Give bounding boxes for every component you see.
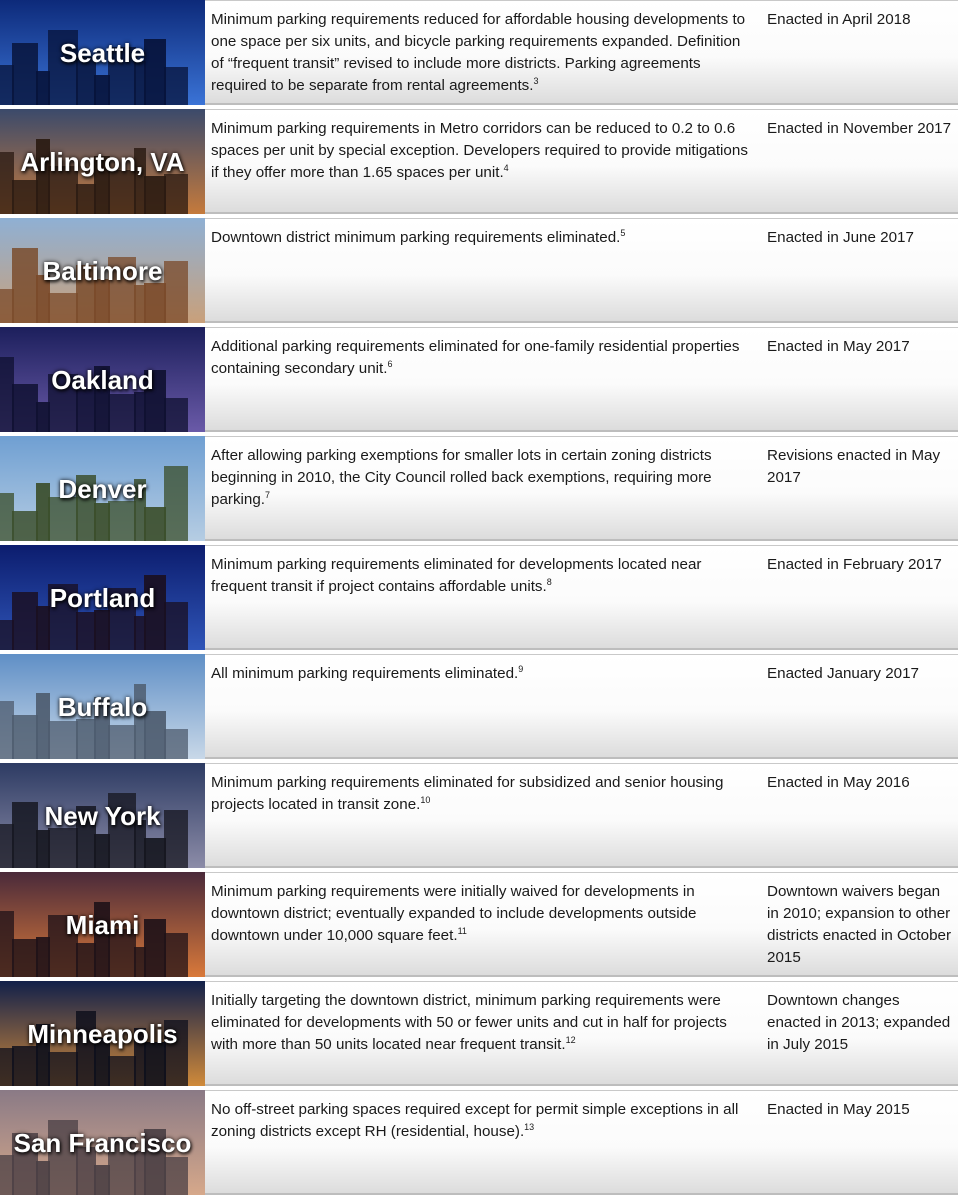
skyline-building bbox=[12, 248, 38, 323]
description-text: After allowing parking exemptions for smaller lots in certain zoning districts beginning in 2010, the City Council rolled back exemptions, requiring more parking. bbox=[211, 447, 712, 508]
skyline-building bbox=[164, 933, 188, 977]
description-text: Additional parking requirements eliminated for one-family residential properties containing secondary unit. bbox=[211, 338, 740, 377]
skyline-building bbox=[76, 612, 96, 650]
skyline-building bbox=[76, 184, 96, 214]
policy-description bbox=[205, 110, 762, 212]
footnote-marker: 4 bbox=[503, 162, 509, 173]
city-name: Denver bbox=[58, 473, 147, 504]
skyline-building bbox=[164, 261, 188, 323]
table-row bbox=[0, 981, 958, 1086]
skyline-building bbox=[12, 384, 38, 432]
footnote-marker: 11 bbox=[457, 925, 467, 936]
row-text-cell bbox=[205, 545, 958, 650]
skyline-building bbox=[12, 1046, 38, 1086]
skyline-building bbox=[48, 1052, 78, 1086]
table-row bbox=[0, 872, 958, 977]
skyline-building bbox=[76, 943, 96, 977]
skyline-building bbox=[12, 511, 38, 541]
enactment-status: Enacted in June 2017 bbox=[767, 229, 914, 246]
skyline-building bbox=[12, 180, 38, 214]
table-row bbox=[0, 545, 958, 650]
row-text-cell bbox=[205, 0, 958, 105]
city-name: Portland bbox=[49, 582, 156, 613]
description-text: All minimum parking requirements eliminated. bbox=[211, 665, 519, 682]
skyline-building bbox=[164, 466, 188, 541]
skyline-building bbox=[164, 729, 188, 759]
city-photo bbox=[0, 654, 205, 759]
skyline-building bbox=[12, 43, 38, 105]
skyline-building bbox=[164, 174, 188, 214]
city-name: San Francisco bbox=[13, 1127, 192, 1158]
city-name: Arlington, VA bbox=[20, 146, 185, 177]
city-photo bbox=[0, 109, 205, 214]
description-text: Initially targeting the downtown district, minimum parking requirements were eliminated for developments with 50 or fewer units and cut in half for projects with more than 50 units located near frequent transit. bbox=[211, 992, 727, 1053]
skyline-building bbox=[12, 715, 38, 759]
policy-description bbox=[205, 546, 762, 648]
row-text-cell bbox=[205, 436, 958, 541]
enactment-status: Enacted January 2017 bbox=[767, 665, 919, 682]
footnote-marker: 6 bbox=[387, 358, 393, 369]
city-name: New York bbox=[44, 800, 161, 831]
skyline-building bbox=[164, 398, 188, 432]
footnote-marker: 13 bbox=[524, 1121, 535, 1132]
table-row bbox=[0, 0, 958, 105]
row-text-cell bbox=[205, 763, 958, 868]
skyline-building bbox=[76, 719, 96, 759]
policy-description bbox=[205, 764, 762, 866]
footnote-marker: 3 bbox=[533, 75, 539, 86]
policy-description bbox=[205, 655, 762, 757]
policy-description bbox=[205, 328, 762, 430]
skyline-building bbox=[164, 602, 188, 650]
policy-description bbox=[205, 873, 762, 975]
table-row bbox=[0, 109, 958, 214]
skyline-building bbox=[164, 67, 188, 105]
skyline-building bbox=[12, 802, 38, 868]
row-text-cell bbox=[205, 218, 958, 323]
enactment-status: Enacted in April 2018 bbox=[767, 11, 911, 28]
city-photo bbox=[0, 218, 205, 323]
policy-description bbox=[205, 1, 762, 103]
city-photo bbox=[0, 0, 205, 105]
skyline-building bbox=[144, 283, 166, 323]
table-row bbox=[0, 436, 958, 541]
description-text: Minimum parking requirements eliminated for subsidized and senior housing projects located in transit zone. bbox=[211, 774, 724, 813]
skyline-building bbox=[108, 394, 136, 432]
city-photo bbox=[0, 545, 205, 650]
enactment-status: Revisions enacted in May 2017 bbox=[767, 447, 941, 486]
table-row bbox=[0, 218, 958, 323]
city-photo bbox=[0, 436, 205, 541]
table-row bbox=[0, 654, 958, 759]
city-name: Baltimore bbox=[42, 255, 163, 286]
enactment-status: Downtown changes enacted in 2013; expanded in July 2015 bbox=[767, 992, 951, 1053]
city-photo bbox=[0, 763, 205, 868]
description-text: Minimum parking requirements were initially waived for developments in downtown district; eventually expanded to include developments outside downtown under 10,000 square feet. bbox=[211, 883, 697, 944]
table-row bbox=[0, 1090, 958, 1195]
row-text-cell bbox=[205, 981, 958, 1086]
footnote-marker: 10 bbox=[420, 794, 431, 805]
footnote-marker: 12 bbox=[565, 1034, 576, 1045]
city-name: Minneapolis bbox=[27, 1018, 178, 1049]
skyline-building bbox=[108, 501, 136, 541]
row-text-cell bbox=[205, 1090, 958, 1195]
city-photo bbox=[0, 981, 205, 1086]
skyline-building bbox=[12, 939, 38, 977]
description-text: Minimum parking requirements reduced for affordable housing developments to one space per six units, and bicycle parking requirements expanded. Definition of “frequent transit” revised to include more districts. Parking agreements required to be separate from rental agreements. bbox=[211, 11, 746, 94]
city-name: Buffalo bbox=[57, 691, 148, 722]
table-row bbox=[0, 327, 958, 432]
policy-description bbox=[205, 982, 762, 1084]
skyline-building bbox=[144, 919, 166, 977]
row-text-cell bbox=[205, 654, 958, 759]
skyline-building bbox=[164, 1157, 188, 1195]
city-photo bbox=[0, 1090, 205, 1195]
skyline-building bbox=[48, 293, 78, 323]
enactment-status: Enacted in May 2017 bbox=[767, 338, 910, 355]
city-photo bbox=[0, 327, 205, 432]
footnote-marker: 8 bbox=[546, 576, 552, 587]
skyline-building bbox=[12, 592, 38, 650]
skyline-building bbox=[48, 828, 78, 868]
policy-description bbox=[205, 437, 762, 539]
footnote-marker: 7 bbox=[265, 489, 271, 500]
enactment-status: Enacted in November 2017 bbox=[767, 120, 952, 137]
city-name: Seattle bbox=[59, 37, 146, 68]
table-row bbox=[0, 763, 958, 868]
skyline-building bbox=[144, 838, 166, 868]
enactment-status: Enacted in May 2016 bbox=[767, 774, 910, 791]
skyline-building bbox=[108, 1056, 136, 1086]
skyline-building bbox=[48, 721, 78, 759]
row-text-cell bbox=[205, 109, 958, 214]
enactment-status: Enacted in May 2015 bbox=[767, 1101, 910, 1118]
row-text-cell bbox=[205, 327, 958, 432]
description-text: No off-street parking spaces required except for permit simple exceptions in all zoning districts except RH (residential, house). bbox=[211, 1101, 739, 1140]
footnote-marker: 5 bbox=[620, 227, 626, 238]
description-text: Minimum parking requirements eliminated for developments located near frequent transit if project contains affordable units. bbox=[211, 556, 702, 595]
footnote-marker: 9 bbox=[518, 663, 524, 674]
skyline-building bbox=[144, 176, 166, 214]
city-name: Oakland bbox=[51, 364, 154, 395]
city-photo bbox=[0, 872, 205, 977]
description-text: Downtown district minimum parking requirements eliminated. bbox=[211, 229, 621, 246]
description-text: Minimum parking requirements in Metro corridors can be reduced to 0.2 to 0.6 spaces per unit by special exception. Developers required to provide mitigations if they offer more than 1.65 spaces per unit. bbox=[211, 120, 748, 181]
skyline-building bbox=[164, 810, 188, 868]
enactment-status: Downtown waivers began in 2010; expansion to other districts enacted in October 2015 bbox=[767, 883, 952, 966]
enactment-status: Enacted in February 2017 bbox=[767, 556, 942, 573]
skyline-building bbox=[108, 725, 136, 759]
city-name: Miami bbox=[65, 909, 140, 940]
policy-description bbox=[205, 219, 762, 321]
skyline-building bbox=[144, 507, 166, 541]
policy-description bbox=[205, 1091, 762, 1193]
row-text-cell bbox=[205, 872, 958, 977]
